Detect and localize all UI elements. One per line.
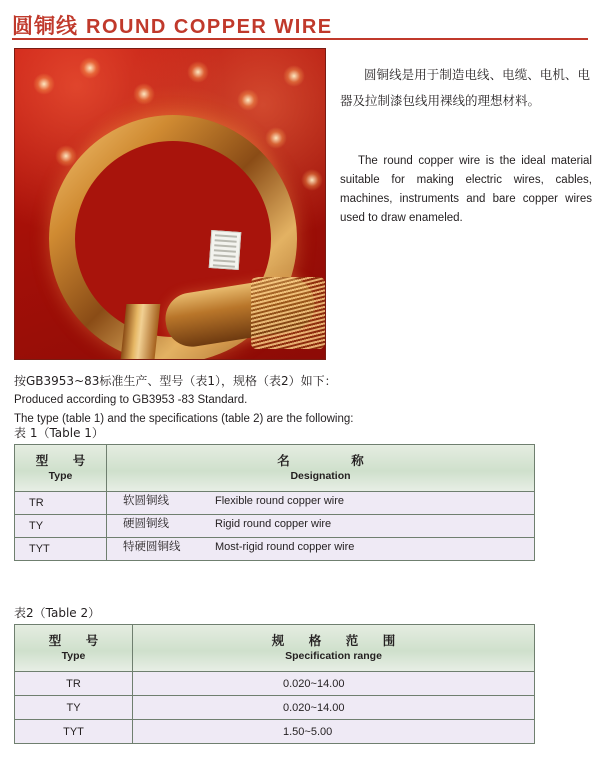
table1-caption: 表 1（Table 1） <box>14 426 104 440</box>
table2-header-type-cn: 型 号 <box>48 633 105 648</box>
table1-cell-type: TR <box>15 492 107 515</box>
table1-header-type-cn: 型 号 <box>35 453 92 468</box>
table1-cell-designation <box>107 515 535 538</box>
table-row <box>15 515 535 538</box>
table2-header-type-en: Type <box>61 650 86 662</box>
sparkle-icon <box>187 61 209 83</box>
intro-paragraph-en: The round copper wire is the ideal material suitable for making electric wires, cables, machines, instruments and bare copper wires used to draw enameled. <box>340 155 592 224</box>
sparkle-icon <box>237 89 259 111</box>
table2-header-row <box>15 625 535 672</box>
page-title-cn: 圆铜线 <box>12 14 78 38</box>
table1-cell-designation-cn: 特硬圆铜线 <box>123 539 181 553</box>
intro-paragraph-cn: 圆铜线是用于制造电线、电缆、电机、电器及拉制漆包线用裸线的理想材料。 <box>340 67 590 108</box>
table2-cell-range: 0.020~14.00 <box>133 672 535 696</box>
table2-cell-range: 0.020~14.00 <box>133 696 535 720</box>
table2-cell-type: TYT <box>15 720 133 744</box>
sparkle-icon <box>79 57 101 79</box>
copper-wire-strands <box>251 277 325 349</box>
table-row <box>15 538 535 561</box>
table2-cell-type: TR <box>15 672 133 696</box>
table1-header-row <box>15 445 535 492</box>
table2-header-range-cn: 规 格 范 围 <box>271 633 402 648</box>
sparkle-icon <box>265 127 287 149</box>
table2-cell-type: TY <box>15 696 133 720</box>
table-row <box>15 672 535 696</box>
title-divider <box>12 38 588 40</box>
table2-header-range-en: Specification range <box>285 650 382 662</box>
table-row <box>15 492 535 515</box>
table2-header-type <box>15 625 133 672</box>
table2-cell-range: 1.50~5.00 <box>133 720 535 744</box>
copper-bar <box>120 304 161 360</box>
table1-header-type <box>15 445 107 492</box>
table-type <box>14 444 535 561</box>
table-row <box>15 696 535 720</box>
table1-header-type-en: Type <box>48 470 73 482</box>
table1-cell-type: TYT <box>15 538 107 561</box>
table1-cell-designation <box>107 492 535 515</box>
table1-header-designation <box>107 445 535 492</box>
sparkle-icon <box>283 65 305 87</box>
page-title <box>12 10 333 40</box>
sparkle-icon <box>133 83 155 105</box>
table1-cell-type: TY <box>15 515 107 538</box>
standard-note <box>14 372 584 429</box>
table1-cell-designation-cn: 硬圆铜线 <box>123 516 169 530</box>
table2-caption: 表2（Table 2） <box>14 606 101 620</box>
table1-cell-designation-en: Rigid round copper wire <box>215 518 332 530</box>
page-title-en: ROUND COPPER WIRE <box>86 16 333 38</box>
table1-cell-designation-cn: 软圆铜线 <box>123 493 169 507</box>
product-label-tag <box>209 230 242 270</box>
table2-header-range <box>133 625 535 672</box>
table1-cell-designation <box>107 538 535 561</box>
sparkle-icon <box>301 169 323 191</box>
standard-note-en-line1: Produced according to GB3953 -83 Standard. <box>14 394 248 406</box>
standard-note-en-line2: The type (table 1) and the specifications (table 2) are the following: <box>14 413 354 425</box>
table1-cell-designation-en: Most-rigid round copper wire <box>215 541 355 553</box>
table-specification <box>14 624 535 744</box>
table1-header-designation-en: Designation <box>290 470 351 482</box>
table1-header-designation-cn: 名 称 <box>277 453 370 468</box>
round-copper-wire-photo <box>14 48 326 360</box>
standard-note-cn: 按GB3953~83标准生产、型号（表1），规格（表2）如下： <box>14 374 337 388</box>
table1-cell-designation-en: Flexible round copper wire <box>215 495 345 507</box>
sparkle-icon <box>33 73 55 95</box>
table-row <box>15 720 535 744</box>
